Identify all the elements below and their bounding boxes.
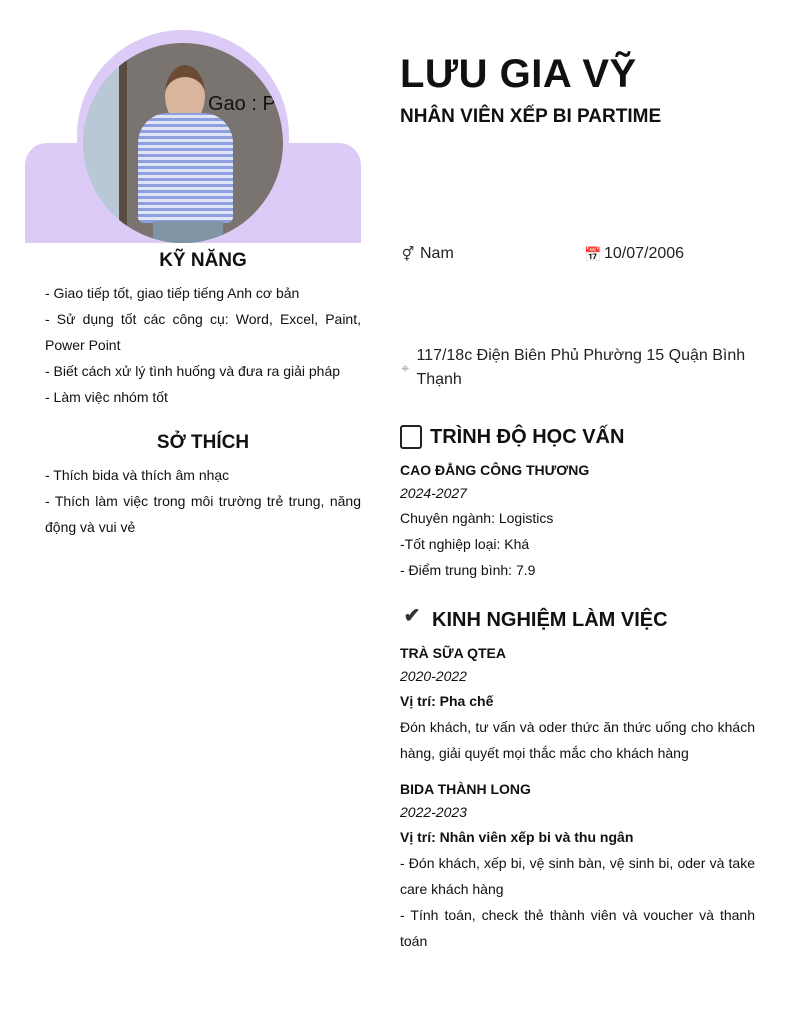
gender-info bbox=[400, 245, 454, 263]
skills-section bbox=[45, 248, 361, 410]
job-detail: - Đón khách, xếp bi, vệ sinh bàn, vệ sinh bi, oder và take care khách hàng bbox=[400, 855, 755, 897]
school-name: CAO ĐẲNG CÔNG THƯƠNG bbox=[400, 462, 590, 478]
address-info bbox=[398, 344, 758, 392]
education-heading bbox=[400, 425, 755, 449]
avatar-photo bbox=[83, 43, 283, 243]
certificate-icon bbox=[400, 425, 422, 449]
hobbies-section bbox=[45, 430, 361, 540]
education-detail: -Tốt nghiệp loại: Khá bbox=[400, 536, 530, 552]
education-period: 2024-2027 bbox=[400, 485, 467, 501]
badge-check-icon: ✔ bbox=[403, 605, 421, 627]
job-company: BIDA THÀNH LONG bbox=[400, 781, 531, 797]
education-detail: - Điểm trung bình: 7.9 bbox=[400, 562, 536, 578]
calendar-icon: 📅 bbox=[584, 246, 602, 262]
education-section bbox=[400, 425, 755, 583]
candidate-position: NHÂN VIÊN XẾP BI PARTIME bbox=[400, 106, 662, 127]
skill-item: - Giao tiếp tốt, giao tiếp tiếng Anh cơ bản bbox=[45, 285, 300, 301]
job-role: Vị trí: Pha chế bbox=[400, 693, 494, 709]
job-role: Vị trí: Nhân viên xếp bi và thu ngân bbox=[400, 829, 634, 845]
education-detail: Chuyên ngành: Logistics bbox=[400, 510, 554, 526]
hobby-item: - Thích làm việc trong môi trường trẻ trung, năng động và vui vẻ bbox=[45, 493, 361, 535]
address-value: 117/18c Điện Biên Phủ Phường 15 Quận Bình Thạnh bbox=[416, 347, 746, 388]
experience-heading bbox=[400, 605, 755, 632]
skill-item: - Làm việc nhóm tốt bbox=[45, 389, 168, 405]
skill-item: - Biết cách xử lý tình huống và đưa ra giải pháp bbox=[45, 363, 341, 379]
photo-sign: Gao : P bbox=[208, 93, 276, 115]
birthday-value: 10/07/2006 bbox=[604, 245, 685, 262]
job-entry bbox=[400, 778, 755, 954]
gender-value: Nam bbox=[420, 245, 454, 262]
job-detail: - Tính toán, check thẻ thành viên và voucher và thanh toán bbox=[400, 907, 755, 949]
location-pin-icon: ⌖ bbox=[401, 360, 410, 376]
skill-item: - Sử dụng tốt các công cụ: Word, Excel, Paint, Power Point bbox=[45, 311, 361, 353]
job-company: TRÀ SỮA QTEA bbox=[400, 645, 506, 661]
candidate-name: LƯU GIA VỸ bbox=[400, 52, 637, 96]
job-period: 2022-2023 bbox=[400, 804, 467, 820]
skills-heading: KỸ NĂNG bbox=[159, 250, 247, 271]
photo-shirt bbox=[138, 113, 233, 223]
job-detail: Đón khách, tư vấn và oder thức ăn thức uống cho khách hàng, giải quyết mọi thắc mắc cho khách hàng bbox=[400, 719, 755, 761]
hobbies-heading: SỞ THÍCH bbox=[156, 432, 250, 453]
photo-jeans bbox=[153, 221, 223, 243]
experience-section bbox=[400, 605, 755, 954]
experience-heading-text: KINH NGHIỆM LÀM VIỆC bbox=[432, 608, 668, 631]
birthday-info bbox=[584, 245, 684, 263]
job-period: 2020-2022 bbox=[400, 668, 467, 684]
gender-icon: ⚥ bbox=[401, 246, 415, 262]
job-entry bbox=[400, 642, 755, 766]
education-heading-text: TRÌNH ĐỘ HỌC VẤN bbox=[430, 425, 625, 448]
hobby-item: - Thích bida và thích âm nhạc bbox=[45, 467, 230, 483]
